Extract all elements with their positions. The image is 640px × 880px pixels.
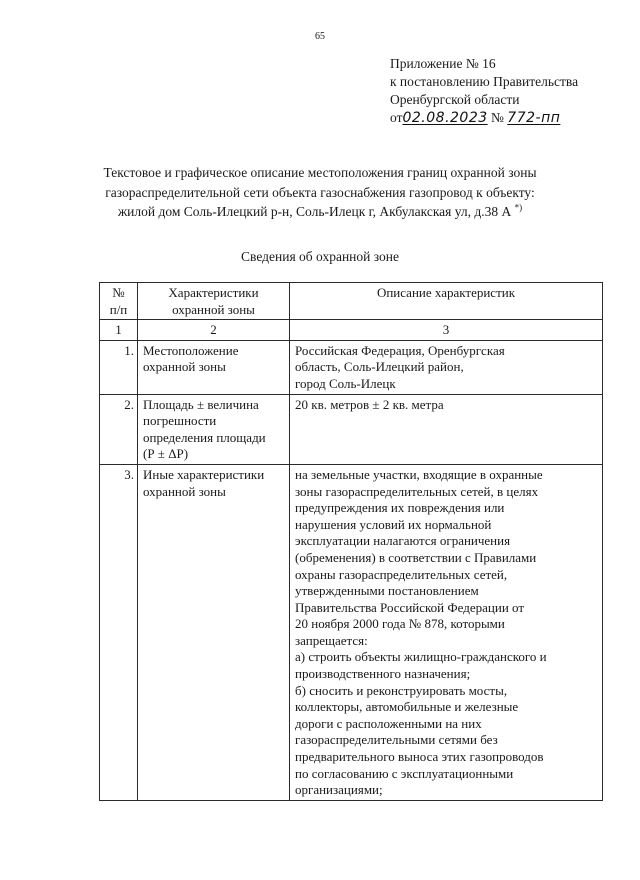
page-number: 65 <box>315 31 325 42</box>
appendix-line-2: к постановлению Правительства <box>390 74 579 89</box>
row-number: 2. <box>100 394 138 464</box>
table-header-row <box>100 283 603 320</box>
row-number: 3. <box>100 464 138 800</box>
row-characteristic: Площадь ± величина погрешности определения площади (Р ± ΔР) <box>138 394 290 464</box>
footnote-mark: *) <box>514 202 523 213</box>
appendix-line-3: Оренбургской области <box>390 92 520 107</box>
appendix-from-label: от <box>390 110 403 125</box>
table-index-row <box>100 320 603 341</box>
header-characteristic: Характеристики охранной зоны <box>138 283 290 320</box>
header-number: № п/п <box>100 283 138 320</box>
zone-info-table <box>99 282 603 801</box>
appendix-date-line <box>390 109 578 127</box>
index-cell-3: 3 <box>290 320 603 341</box>
handwritten-number: 772-пп <box>507 110 561 126</box>
row-characteristic: Иные характеристики охранной зоны <box>138 464 290 800</box>
index-cell-2: 2 <box>138 320 290 341</box>
appendix-block <box>390 55 578 127</box>
document-title <box>100 163 540 222</box>
document-title-text: Текстовое и графическое описание местоположения границ охранной зоны газораспределительной сети объекта газоснабжения газопровод к объекту: жилой дом Соль-Илецкий р-н, Соль-Илецк г, Акбулакская ул, д.38 А <box>103 165 537 219</box>
index-cell-1: 1 <box>100 320 138 341</box>
appendix-number-label: № <box>491 110 504 125</box>
row-number: 1. <box>100 340 138 394</box>
table-row <box>100 394 603 464</box>
appendix-line-1: Приложение № 16 <box>390 56 496 71</box>
table-row <box>100 340 603 394</box>
table-row <box>100 464 603 800</box>
row-description: 20 кв. метров ± 2 кв. метра <box>290 394 603 464</box>
handwritten-date: 02.08.2023 <box>402 110 488 126</box>
header-description: Описание характеристик <box>290 283 603 320</box>
row-description: Российская Федерация, Оренбургская область, Соль-Илецкий район, город Соль-Илецк <box>290 340 603 394</box>
row-description: на земельные участки, входящие в охранные зоны газораспределительных сетей, в целях предупреждения их повреждения или нарушения условий их нормальной эксплуатации налагаются ограничения (обременения) в соответствии с Правилами охраны газораспределительных сетей, утвержденными постановлением Правительства Российской Федерации от 20 ноября 2000 года № 878, которыми запрещается: а) строить объекты жилищно-гражданского и производственного назначения; б) сносить и реконструировать мосты, коллекторы, автомобильные и железные дороги с расположенными на них газораспределительными сетями без предварительного выноса этих газопроводов по согласованию с эксплуатационными организациями; <box>290 464 603 800</box>
section-subtitle: Сведения об охранной зоне <box>241 249 399 264</box>
row-characteristic: Местоположение охранной зоны <box>138 340 290 394</box>
